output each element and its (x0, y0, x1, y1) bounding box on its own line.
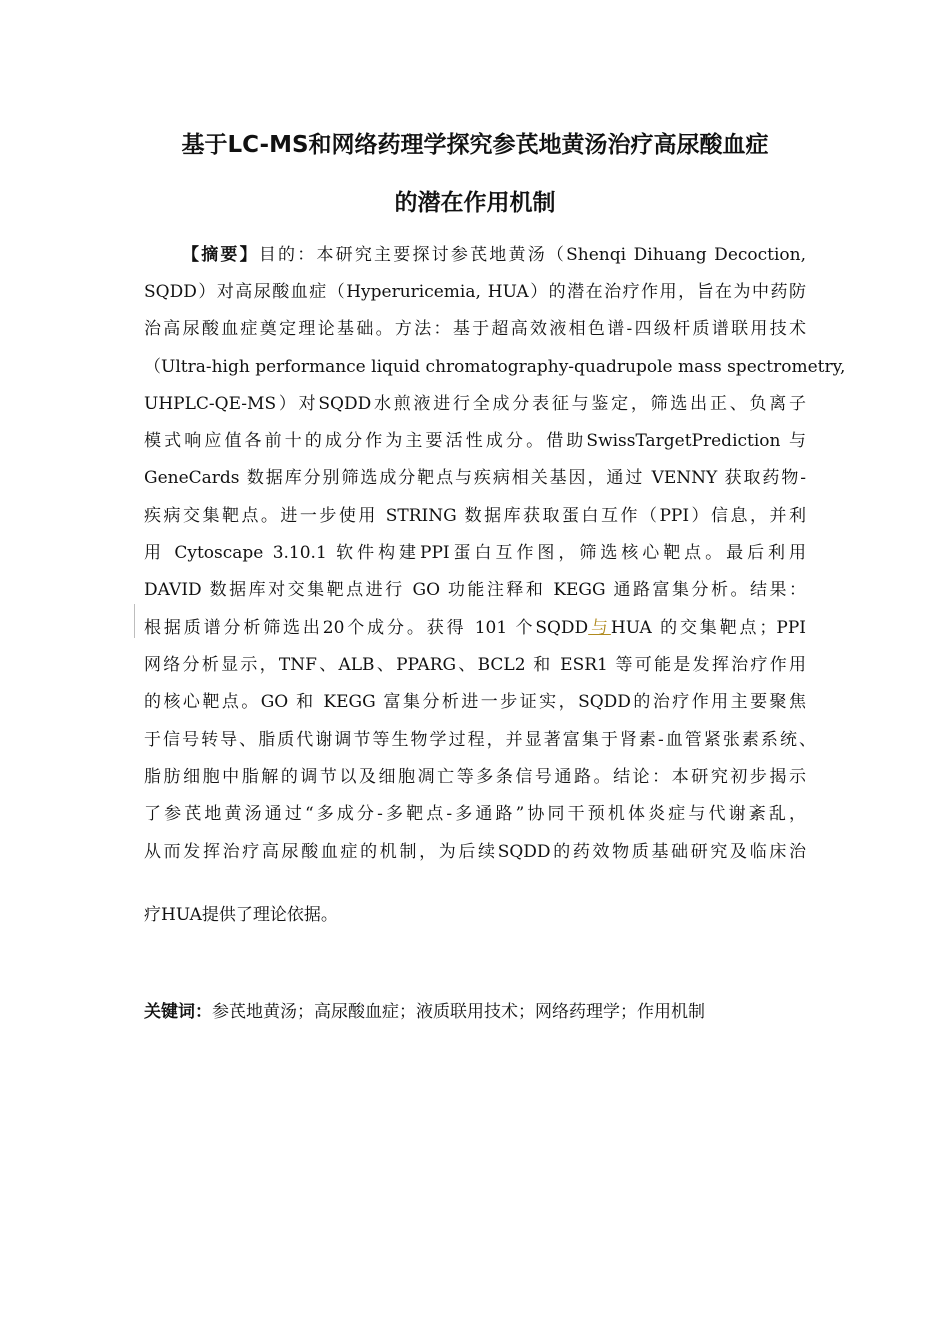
abstract-line-18: 疗HUA提供了理论依据。 (144, 905, 338, 925)
abstract-line-1 (182, 243, 806, 267)
abstract-line-12: 网络分析显示，TNF、ALB、PPARG、BCL2 和 ESR1 等可能是发挥治疗作用 (144, 655, 806, 675)
abstract-text-1: 目的：本研究主要探讨参芪地黄汤（Shenqi Dihuang Decoction, (258, 245, 807, 265)
abstract-line-8: 疾病交集靶点。进一步使用 STRING 数据库获取蛋白互作（PPI）信息，并利 (144, 506, 806, 526)
linked-word[interactable]: 与 (588, 618, 611, 638)
keywords-line (144, 1000, 806, 1024)
paper-title-line-2: 的潜在作用机制 (394, 190, 556, 216)
abstract-line-2: SQDD）对高尿酸血症（Hyperuricemia, HUA）的潜在治疗作用，旨在为中药防 (144, 282, 806, 302)
abstract-line-3: 治高尿酸血症奠定理论基础。方法：基于超高效液相色谱-四级杆质谱联用技术 (144, 319, 806, 339)
paper-title-line-1: 基于LC-MS和网络药理学探究参芪地黄汤治疗高尿酸血症 (181, 132, 769, 158)
abstract-line-17: 从而发挥治疗高尿酸血症的机制，为后续SQDD的药效物质基础研究及临床治 (144, 842, 806, 862)
abstract-line-4: （Ultra-high performance liquid chromatography-quadrupole mass spectrometry, (144, 357, 846, 377)
abstract-line-14: 于信号转导、脂质代谢调节等生物学过程，并显著富集于肾素-血管紧张素系统、 (144, 730, 816, 750)
abstract-line-11 (144, 616, 806, 640)
abstract-text-11b: HUA 的交集靶点；PPI (610, 618, 806, 638)
abstract-line-15: 脂肪细胞中脂解的调节以及细胞凋亡等多条信号通路。结论：本研究初步揭示 (144, 767, 806, 787)
abstract-line-16: 了参芪地黄汤通过“多成分-多靶点-多通路”协同干预机体炎症与代谢紊乱， (144, 804, 806, 824)
abstract-text-11a: 根据质谱分析筛选出20个成分。获得 101 个SQDD (144, 618, 589, 638)
abstract-line-10: DAVID 数据库对交集靶点进行 GO 功能注释和 KEGG 通路富集分析。结果： (144, 580, 806, 600)
abstract-line-9: 用 Cytoscape 3.10.1 软件构建PPI蛋白互作图，筛选核心靶点。最后利用 (144, 543, 806, 563)
keywords-label: 关键词： (144, 1002, 212, 1022)
margin-change-mark (134, 604, 135, 638)
abstract-line-6: 模式响应值各前十的成分作为主要活性成分。借助SwissTargetPrediction 与 (144, 431, 806, 451)
abstract-line-5: UHPLC-QE-MS）对SQDD水煎液进行全成分表征与鉴定，筛选出正、负离子 (144, 394, 806, 414)
keywords-text: 参芪地黄汤；高尿酸血症；液质联用技术；网络药理学；作用机制 (212, 1002, 705, 1022)
abstract-label: 【摘要】 (182, 245, 259, 265)
abstract-line-7: GeneCards 数据库分别筛选成分靶点与疾病相关基因，通过 VENNY 获取药物- (144, 468, 806, 488)
abstract-line-13: 的核心靶点。GO 和 KEGG 富集分析进一步证实，SQDD的治疗作用主要聚焦 (144, 692, 806, 712)
